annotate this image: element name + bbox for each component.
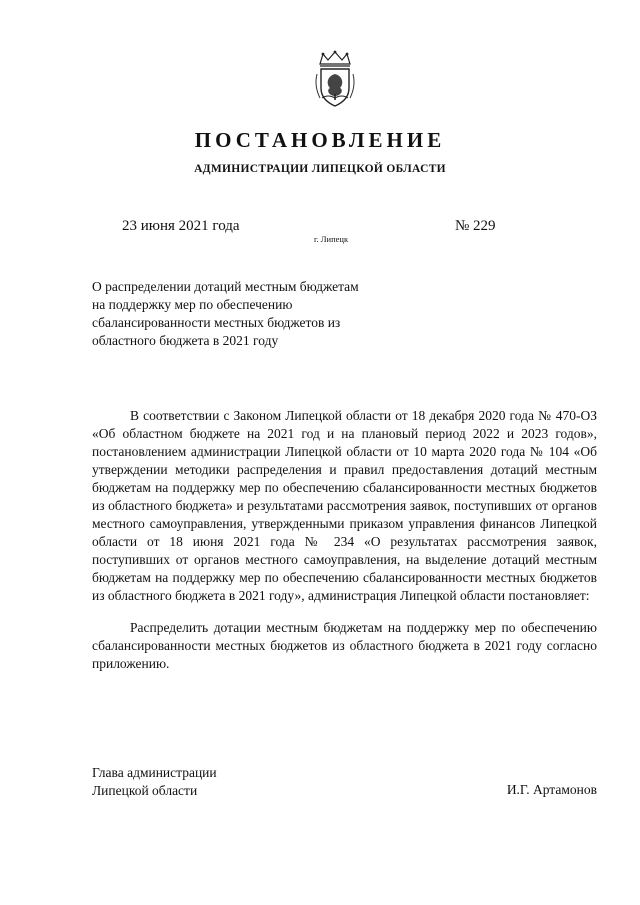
document-title: ПОСТАНОВЛЕНИЕ [194, 128, 446, 152]
body-paragraph: Распределить дотации местным бюджетам на поддержку мер по обеспечению сбалансированности местных бюджетов из областного бюджета в 2021 году согласно приложению. [92, 620, 597, 671]
document-body [92, 407, 597, 687]
document-number: № 229 [455, 218, 496, 234]
document-subject: О распределении дотаций местным бюджетам на поддержку мер по обеспечению сбалансированности местных бюджетов из областного бюджета в 2021 году [92, 279, 359, 348]
signatory-position-line: Липецкой области [92, 783, 198, 798]
issuing-authority: АДМИНИСТРАЦИИ ЛИПЕЦКОЙ ОБЛАСТИ [194, 163, 446, 175]
signatory-position-line: Глава администрации [92, 765, 217, 780]
signatory-position [92, 764, 217, 800]
coat-of-arms-icon [312, 50, 358, 108]
body-paragraph: В соответствии с Законом Липецкой области от 18 декабря 2020 года № 470-ОЗ «Об областном бюджете на 2021 год и на плановый период 2022 и 2023 годов», постановлением администрации Липецкой области от 10 марта 2020 года № 104 «Об утверждении методики распределения и правил предоставления дотаций местным бюджетам на поддержку мер по обеспечению сбалансированности местных бюджетов из областного бюджета» и результатами рассмотрения заявок, поступивших от органов местного самоуправления, утвержденными приказом управления финансов Липецкой области от 18 июня 2021 года № 234 «О результатах рассмотрения заявок, поступивших от органов местного самоуправления, на выделение дотаций местным бюджетам на поддержку мер по обеспечению сбалансированности местных бюджетов из областного бюджета в 2021 году», администрация Липецкой области постановляет: [92, 408, 597, 603]
document-date: 23 июня 2021 года [122, 218, 240, 234]
signatory-name: И.Г. Артамонов [506, 782, 597, 797]
document-city: г. Липецк [314, 234, 349, 244]
